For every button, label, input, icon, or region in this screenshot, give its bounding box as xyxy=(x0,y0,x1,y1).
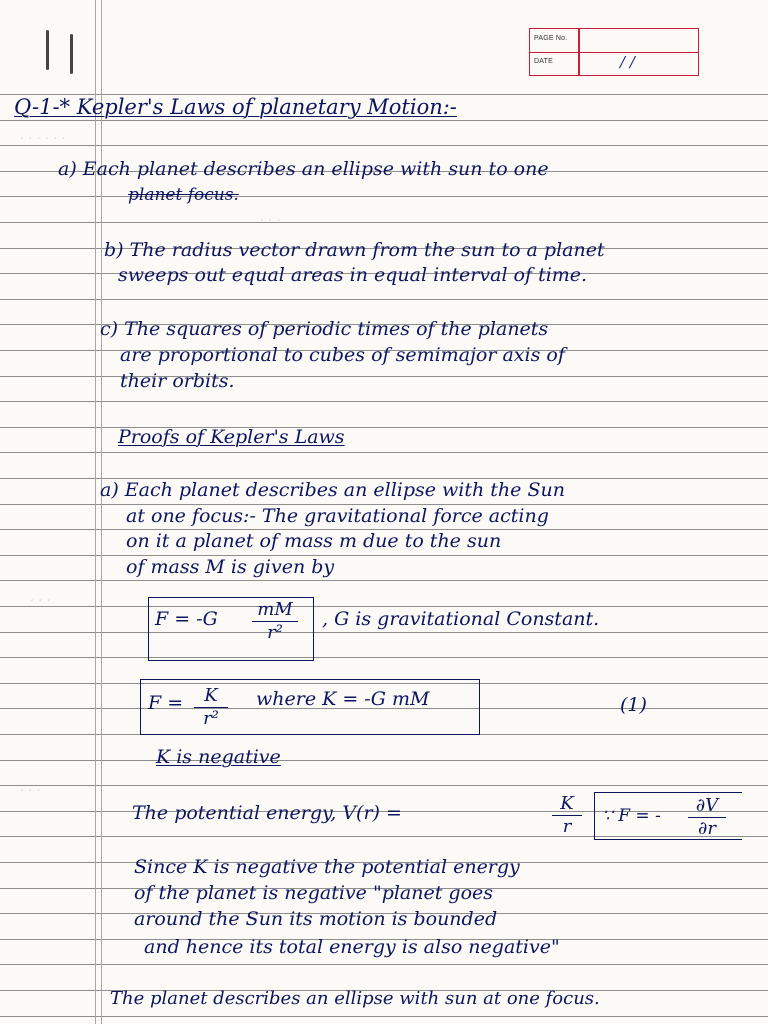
eq2-numerator: K xyxy=(204,685,218,706)
law-c-line-1: c) The squares of periodic times of the planets xyxy=(100,318,549,340)
ruled-line xyxy=(0,632,768,633)
margin-line-inner xyxy=(101,0,102,1024)
law-c-line-2: are proportional to cubes of semimajor axis of xyxy=(120,344,565,366)
proofs-heading: Proofs of Kepler's Laws xyxy=(118,426,345,448)
ruled-line xyxy=(0,657,768,658)
ruled-line xyxy=(0,606,768,607)
proof-a-line-2: at one focus:- The gravitational force acting xyxy=(126,505,549,527)
ruled-line xyxy=(0,964,768,965)
force-relation-prefix: ∵ F = - xyxy=(602,806,661,826)
law-c-line-3: their orbits. xyxy=(120,370,235,392)
ruled-line xyxy=(0,222,768,223)
ruled-line xyxy=(0,452,768,453)
eq1-note: , G is gravitational Constant. xyxy=(322,608,600,630)
law-b-line-1: b) The radius vector drawn from the sun to a planet xyxy=(104,239,605,261)
potential-denominator: r xyxy=(562,816,572,837)
ruled-line xyxy=(0,196,768,197)
law-a-line-1: a) Each planet describes an ellipse with sun to one xyxy=(58,158,549,180)
page-title: Q-1-* Kepler's Laws of planetary Motion:- xyxy=(14,95,457,119)
bleed-through-text: . . . xyxy=(20,780,41,795)
eq1-fraction xyxy=(252,600,298,643)
ruled-line xyxy=(0,427,768,428)
eq2-fraction xyxy=(194,686,228,729)
law-b-line-2: sweeps out equal areas in equal interval of time. xyxy=(118,264,588,286)
force-relation-fraction xyxy=(688,796,726,839)
conclusion-line-2: of the planet is negative "planet goes xyxy=(134,882,494,904)
eq2-denominator: r² xyxy=(203,708,219,729)
conclusion-line-1: Since K is negative the potential energy xyxy=(134,856,520,878)
margin-mark xyxy=(70,34,73,74)
proof-a-line-4: of mass M is given by xyxy=(126,556,335,578)
eq1-lhs: F = -G xyxy=(155,608,218,630)
potential-numerator: K xyxy=(560,793,574,814)
proof-a-line-1: a) Each planet describes an ellipse with the Sun xyxy=(100,479,565,501)
conclusion-line-4: and hence its total energy is also negative" xyxy=(144,936,560,958)
eq1-denominator: r² xyxy=(267,622,283,643)
conclusion-line-3: around the Sun its motion is bounded xyxy=(134,908,498,930)
ruled-line xyxy=(0,580,768,581)
ruled-line xyxy=(0,120,768,121)
ruled-line xyxy=(0,376,768,377)
margin-line xyxy=(95,0,96,1024)
page-label: PAGE No. xyxy=(534,35,568,42)
proof-a-line-3: on it a planet of mass m due to the sun xyxy=(126,530,502,552)
force-relation-denominator: ∂r xyxy=(698,818,716,839)
ruled-line xyxy=(0,401,768,402)
bleed-through-text: . . . . . . xyxy=(20,128,66,143)
potential-fraction xyxy=(552,794,582,837)
eq1-numerator: mM xyxy=(257,599,293,620)
eq2-lhs: F = xyxy=(148,692,184,714)
eq2-where: where K = -G mM xyxy=(256,688,430,710)
bleed-through-text: . . . xyxy=(260,210,281,225)
ruled-line xyxy=(0,299,768,300)
force-relation-numerator: ∂V xyxy=(695,795,719,816)
final-statement: The planet describes an ellipse with sun at one focus. xyxy=(110,988,600,1009)
ruled-line xyxy=(0,555,768,556)
ruled-line xyxy=(0,785,768,786)
date-label: DATE xyxy=(534,58,553,65)
margin-mark xyxy=(46,30,49,70)
k-negative-note: K is negative xyxy=(156,746,281,768)
page-date-box xyxy=(529,28,699,76)
ruled-line xyxy=(0,145,768,146)
equation-tag: (1) xyxy=(620,694,647,716)
ruled-line xyxy=(0,1016,768,1017)
ruled-line xyxy=(0,760,768,761)
date-value: / / xyxy=(620,53,635,71)
law-a-line-2: planet focus. xyxy=(128,185,239,205)
potential-energy-text: The potential energy, V(r) = xyxy=(132,802,402,824)
bleed-through-text: . . . xyxy=(30,590,51,605)
